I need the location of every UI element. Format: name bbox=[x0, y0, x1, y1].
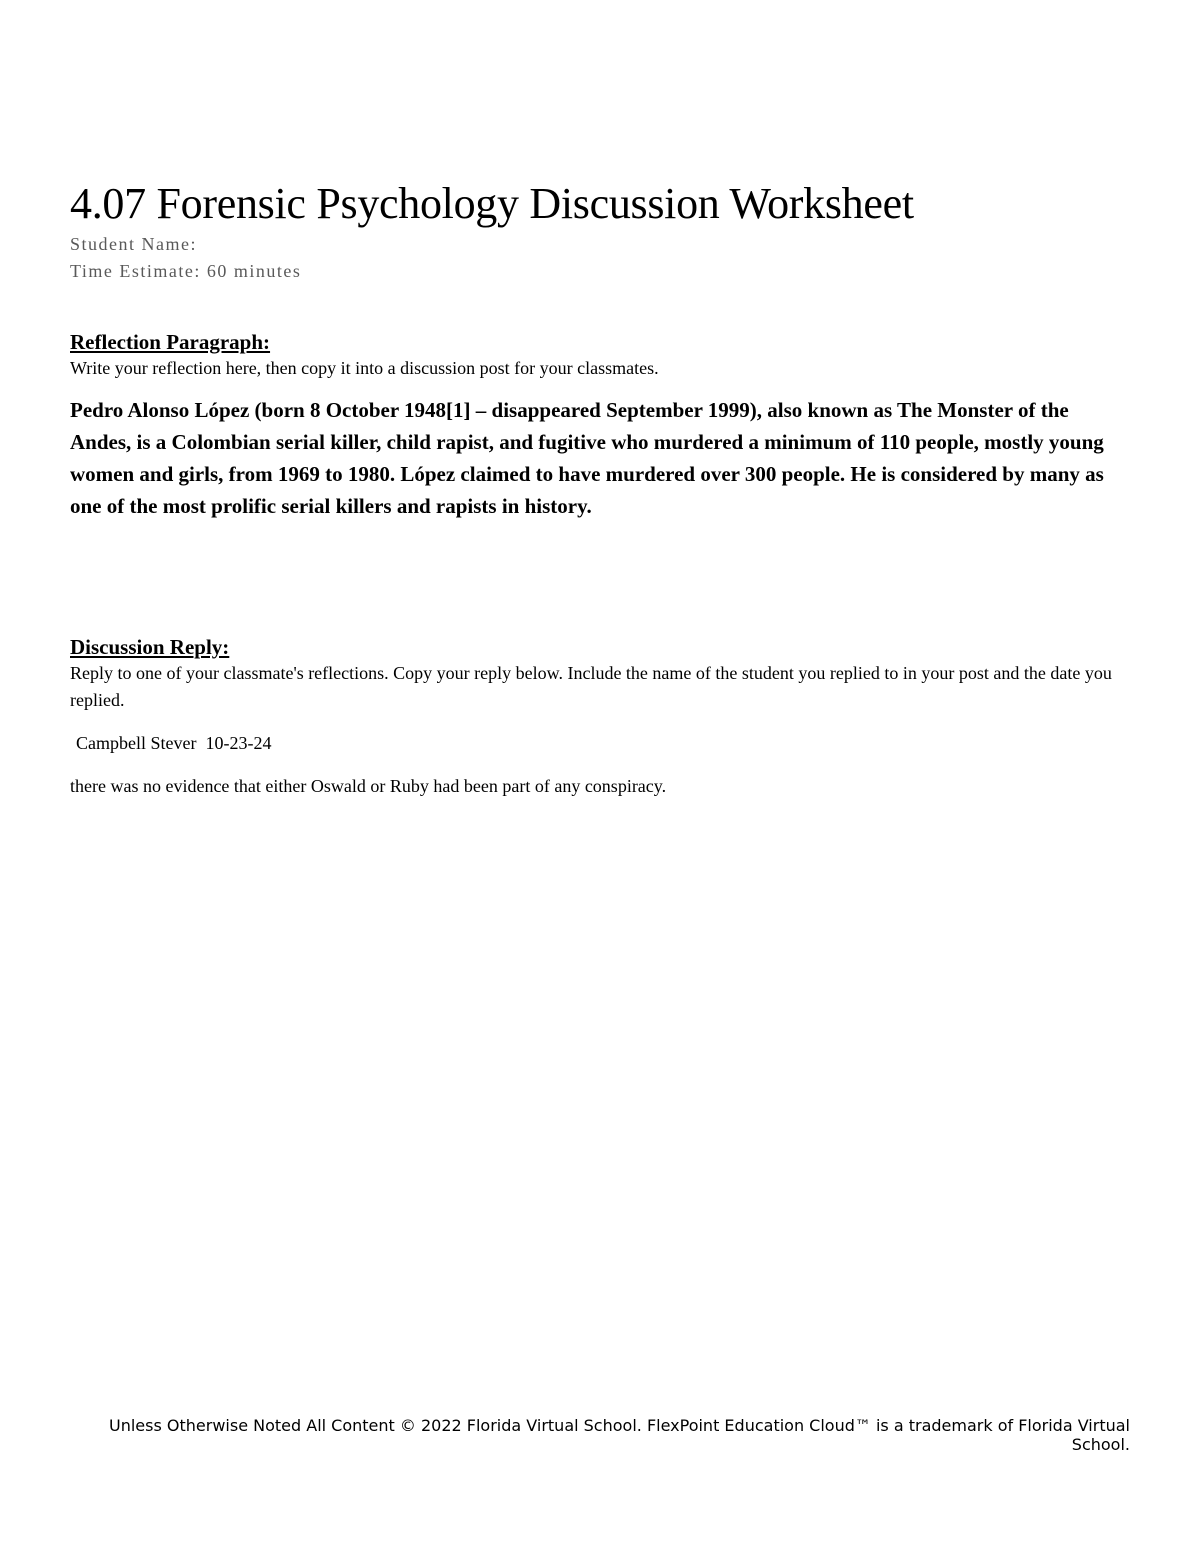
reply-author-and-date: Campbell Stever 10-23-24 bbox=[76, 733, 272, 753]
page-title: 4.07 Forensic Psychology Discussion Worksheet bbox=[70, 179, 914, 228]
footer-copyright: Unless Otherwise Noted All Content © 2022 Florida Virtual School. FlexPoint Education Cloud™ is a trademark of Florida Virtual School. bbox=[109, 1416, 1130, 1454]
discussion-reply-instructions: Reply to one of your classmate's reflections. Copy your reply below. Include the name of the student you replied to in your post and the date you replied. bbox=[70, 663, 1112, 710]
student-name-label: Student Name: bbox=[70, 234, 197, 254]
reflection-body: Pedro Alonso López (born 8 October 1948[1] – disappeared September 1999), also known as The Monster of the Andes, is a Colombian serial killer, child rapist, and fugitive who murdered a minimum of 110 people, mostly young women and girls, from 1969 to 1980. López claimed to have murdered over 300 people. He is considered by many as one of the most prolific serial killers and rapists in history. bbox=[70, 398, 1104, 518]
document-content bbox=[70, 178, 1130, 800]
reply-text: there was no evidence that either Oswald or Ruby had been part of any conspiracy. bbox=[70, 776, 667, 796]
reflection-instructions: Write your reflection here, then copy it into a discussion post for your classmates. bbox=[70, 358, 659, 378]
reflection-heading: Reflection Paragraph: bbox=[70, 330, 271, 354]
discussion-reply-heading: Discussion Reply: bbox=[70, 635, 230, 659]
time-estimate: Time Estimate: 60 minutes bbox=[70, 261, 302, 281]
